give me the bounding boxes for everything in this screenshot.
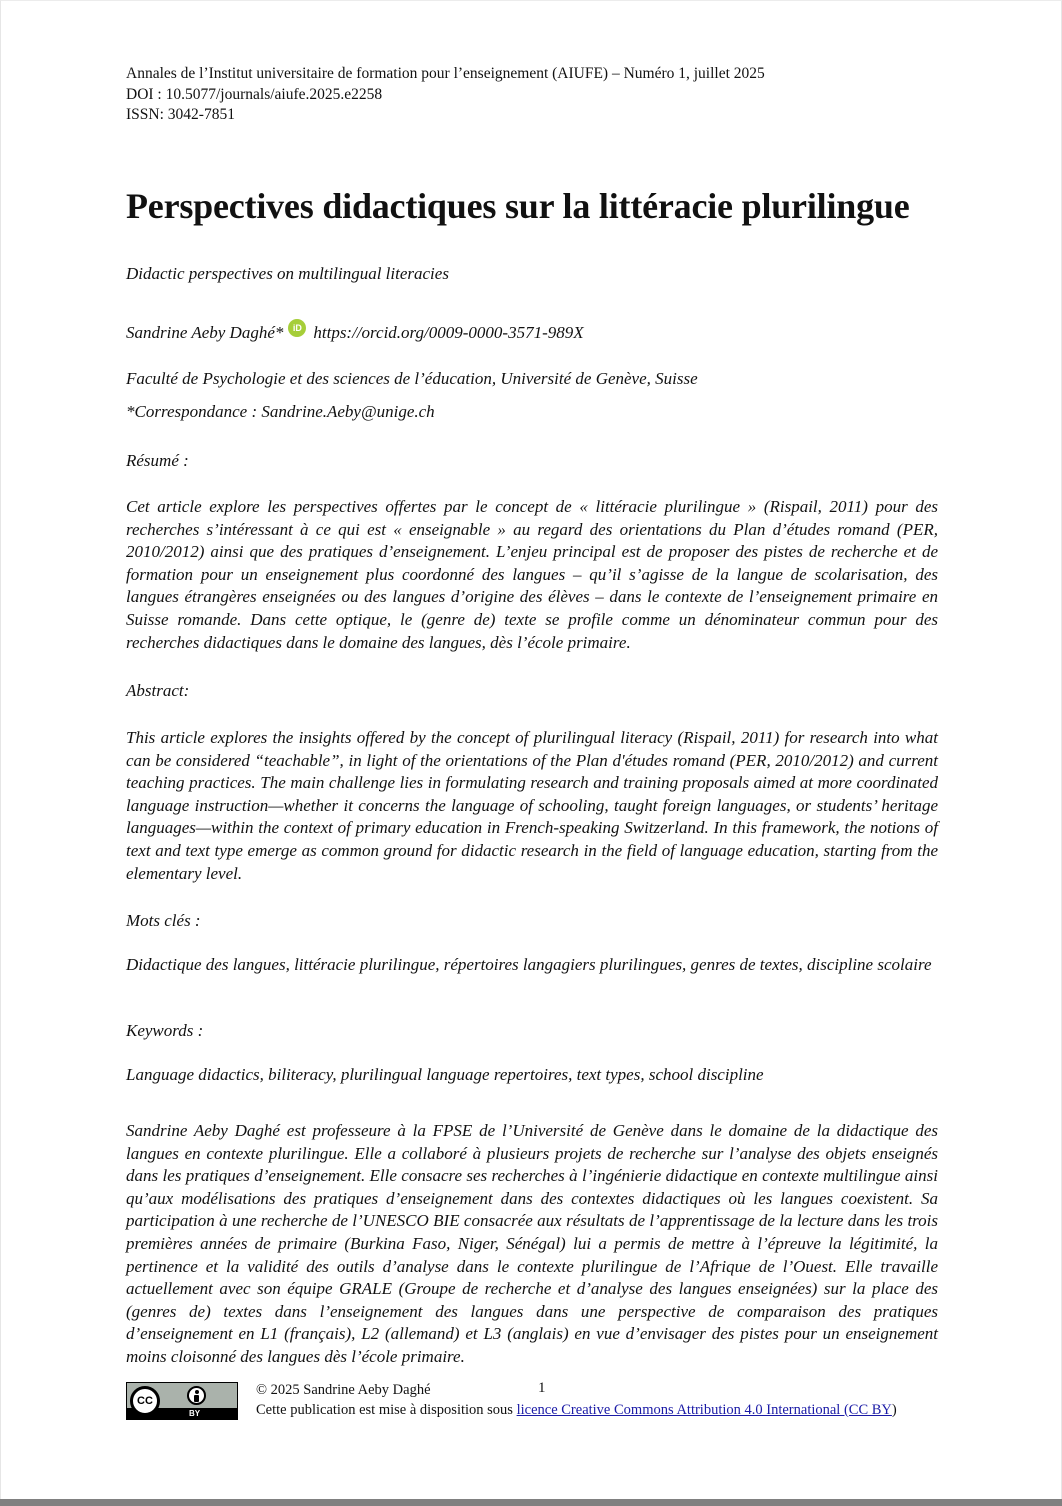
author-name: Sandrine Aeby Daghé* bbox=[126, 323, 284, 342]
cc-by-license-badge[interactable] bbox=[126, 1382, 238, 1420]
license-prefix: Cette publication est mise à disposition sous bbox=[256, 1402, 517, 1418]
attribution-person-icon bbox=[187, 1386, 206, 1405]
license-link[interactable]: licence Creative Commons Attribution 4.0 International (CC BY bbox=[516, 1402, 892, 1418]
viewer-bottom-edge bbox=[0, 1499, 1062, 1506]
abstract-label: Abstract: bbox=[126, 681, 190, 700]
cc-icon: CC bbox=[130, 1386, 160, 1416]
author-affiliation: Faculté de Psychologie et des sciences de l’éducation, Université de Genève, Suisse bbox=[126, 369, 698, 388]
page-footer bbox=[126, 1382, 946, 1422]
journal-header bbox=[126, 64, 765, 126]
page-number: 1 bbox=[538, 1380, 546, 1396]
orcid-icon[interactable]: iD bbox=[288, 319, 306, 337]
issn-line: ISSN: 3042-7851 bbox=[126, 106, 235, 123]
keywords-text: Language didactics, biliteracy, plurilingual language repertoires, text types, school discipline bbox=[126, 1065, 764, 1084]
license-notice bbox=[256, 1401, 897, 1419]
resume-label: Résumé : bbox=[126, 451, 189, 470]
journal-line: Annales de l’Institut universitaire de formation pour l’enseignement (AIUFE) – Numéro 1, juillet 2025 bbox=[126, 65, 765, 82]
author-bio: Sandrine Aeby Daghé est professeure à la FPSE de l’Université de Genève dans le domaine de la didactique des langues en contexte plurilingue. Elle a collaboré à plusieurs projets de recherche sur l’analyse des objets enseignés dans les pratiques d’enseignement. Elle consacre ses recherches à l’ingénierie didactique en contexte multilingue ainsi qu’aux modélisations des pratiques d’enseignement dans des contextes didactiques où les langues coexistent. Sa participation à une recherche de l’UNESCO BIE consacrée aux résultats de l’apprentissage de la lecture dans les trois premières années de primaire (Burkina Faso, Niger, Sénégal) lui a permis de mettre à l’épreuve la légitimité, la pertinence et la validité des outils d’analyse dans le contexte plurilingue de l’Afrique de l’Ouest. Elle travaille actuellement avec son équipe GRALE (Groupe de recherche et d’analyse des langues enseignées) sur la place des (genres de) textes dans l’enseignement des langues dans une perspective de comparaison des pratiques d’enseignement en L1 (français), L2 (allemand) et L3 (anglais) en vue d’envisager des pistes pour un enseignement moins cloisonné des langues dès l’école primaire. bbox=[126, 1121, 938, 1366]
license-suffix: ) bbox=[891, 1402, 897, 1418]
author-line bbox=[126, 321, 584, 345]
abstract-text: This article explores the insights offered by the concept of plurilingual literacy (Rispail, 2011) for research into what can be considered “teachable”, in light of the orientations of the Plan d'études romand (PER, 2010/2012) and current teaching practices. The main challenge lies in formulating research and training proposals aimed at more coordinated language instruction—whether it concerns the language of schooling, taught foreign languages, or students’ heritage languages—within the context of primary education in French-speaking Switzerland. In this framework, the notions of text and text type emerge as common ground for didactic research in the field of language education, starting from the elementary level. bbox=[126, 728, 938, 883]
orcid-link[interactable]: https://orcid.org/0009-0000-3571-989X bbox=[313, 323, 584, 342]
keywords-label: Keywords : bbox=[126, 1021, 204, 1040]
article-subtitle: Didactic perspectives on multilingual literacies bbox=[126, 264, 449, 283]
resume-text: Cet article explore les perspectives offertes par le concept de « littéracie plurilingue » (Rispail, 2011) pour des recherches s’intéressant à ce qui est « enseignable » au regard des orientations du Plan d’études romand (PER, 2010/2012) ainsi que des pratiques d’enseignement. L’enjeu principal est de proposer des pistes de recherche et de formation pour un enseignement plus coordonné des langues – qu’il s’agisse de la langue de scolarisation, des langues étrangères enseignées ou des langues d’origine des élèves – dans le contexte de l’enseignement primaire en Suisse romande. Dans cette optique, le (genre de) texte se profile comme un dénominateur commun pour des recherches didactiques dans le domaine des langues, dès l’école primaire. bbox=[126, 497, 938, 652]
mots-cles-label: Mots clés : bbox=[126, 911, 201, 930]
article-title: Perspectives didactiques sur la littéracie plurilingue bbox=[126, 186, 910, 226]
copyright-notice: © 2025 Sandrine Aeby Daghé bbox=[256, 1382, 431, 1398]
mots-cles-text: Didactique des langues, littéracie plurilingue, répertoires langagiers plurilingues, genres de textes, discipline scolaire bbox=[126, 955, 932, 974]
correspondence-email: *Correspondance : Sandrine.Aeby@unige.ch bbox=[126, 402, 435, 421]
by-label: BY bbox=[189, 1409, 201, 1418]
doi-line: DOI : 10.5077/journals/aiufe.2025.e2258 bbox=[126, 85, 383, 103]
